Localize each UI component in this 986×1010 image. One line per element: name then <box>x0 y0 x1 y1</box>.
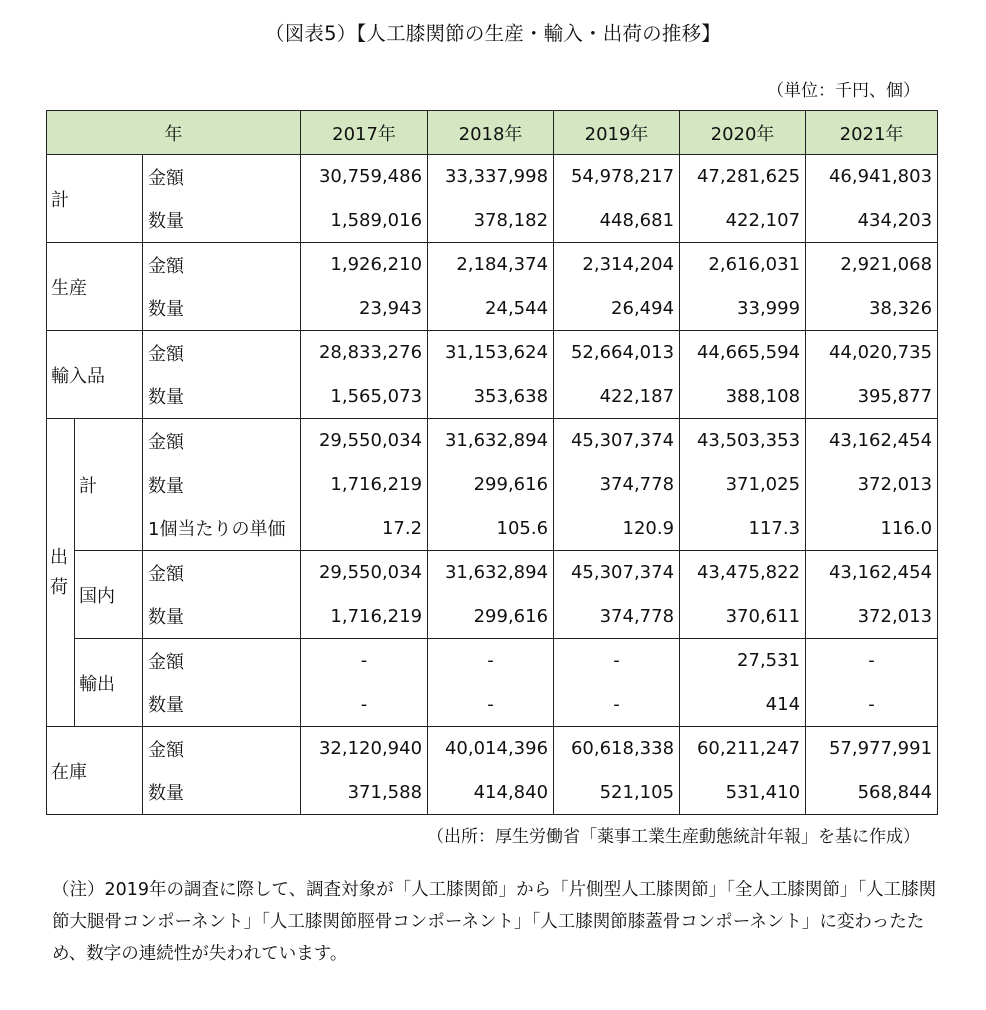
row-metric-label: 金額 <box>143 727 301 771</box>
row-category-inventory: 在庫 <box>47 727 143 815</box>
table-row <box>47 507 938 551</box>
table-row <box>47 595 938 639</box>
cell-value: 26,494 <box>554 287 680 331</box>
cell-value: 43,162,454 <box>806 551 938 595</box>
row-metric-label: 金額 <box>143 243 301 287</box>
table-row <box>47 551 938 595</box>
row-metric-label: 金額 <box>143 331 301 375</box>
cell-value: 299,616 <box>428 595 554 639</box>
shipment-label: 出荷 <box>50 546 68 598</box>
cell-value: 299,616 <box>428 463 554 507</box>
cell-value: 371,025 <box>680 463 806 507</box>
cell-value: 54,978,217 <box>554 155 680 199</box>
cell-value: - <box>428 683 554 727</box>
cell-value: 40,014,396 <box>428 727 554 771</box>
cell-value: 422,107 <box>680 199 806 243</box>
cell-value: 43,503,353 <box>680 419 806 463</box>
cell-value: 2,314,204 <box>554 243 680 287</box>
cell-value: 116.0 <box>806 507 938 551</box>
cell-value: 23,943 <box>301 287 428 331</box>
cell-value: - <box>554 639 680 683</box>
row-metric-label: 数量 <box>143 683 301 727</box>
source-note: （出所：厚生労働省「薬事工業生産動態統計年報」を基に作成） <box>427 827 920 847</box>
table-row <box>47 331 938 375</box>
row-metric-label: 金額 <box>143 419 301 463</box>
table-row <box>47 639 938 683</box>
cell-value: - <box>428 639 554 683</box>
table-row <box>47 243 938 287</box>
page-title: （図表5）【人工膝関節の生産・輸入・出荷の推移】 <box>265 22 721 45</box>
cell-value: 29,550,034 <box>301 551 428 595</box>
row-metric-label: 数量 <box>143 199 301 243</box>
cell-value: 1,926,210 <box>301 243 428 287</box>
cell-value: 531,410 <box>680 771 806 815</box>
cell-value: 57,977,991 <box>806 727 938 771</box>
cell-value: 43,162,454 <box>806 419 938 463</box>
cell-value: 33,337,998 <box>428 155 554 199</box>
row-metric-label: 数量 <box>143 595 301 639</box>
cell-value: 117.3 <box>680 507 806 551</box>
cell-value: 388,108 <box>680 375 806 419</box>
cell-value: 414,840 <box>428 771 554 815</box>
table-row <box>47 463 938 507</box>
row-metric-label: 金額 <box>143 155 301 199</box>
cell-value: 370,611 <box>680 595 806 639</box>
cell-value: 17.2 <box>301 507 428 551</box>
header-row <box>47 111 938 155</box>
footnote: （注）2019年の調査に際して、調査対象が「人工膝関節」から「片側型人工膝関節」「全人工膝関節」「人工膝関節大腿骨コンポーネント」「人工膝関節脛骨コンポーネント」「人工膝関節膝蓋骨コンポーネント」に変わったため、数字の連続性が失われています。 <box>52 880 937 964</box>
cell-value: 448,681 <box>554 199 680 243</box>
row-subcategory-export: 輸出 <box>75 639 143 727</box>
row-subcategory-total: 計 <box>75 419 143 551</box>
row-metric-label: 数量 <box>143 287 301 331</box>
cell-value: 44,020,735 <box>806 331 938 375</box>
cell-value: 1,716,219 <box>301 463 428 507</box>
table-row <box>47 155 938 199</box>
cell-value: - <box>554 683 680 727</box>
cell-value: 1,589,016 <box>301 199 428 243</box>
row-category-shipment <box>47 419 75 727</box>
cell-value: 2,616,031 <box>680 243 806 287</box>
cell-value: 43,475,822 <box>680 551 806 595</box>
cell-value: 422,187 <box>554 375 680 419</box>
cell-value: 374,778 <box>554 463 680 507</box>
table-row <box>47 287 938 331</box>
cell-value: 353,638 <box>428 375 554 419</box>
cell-value: 1,716,219 <box>301 595 428 639</box>
cell-value: 45,307,374 <box>554 419 680 463</box>
cell-value: 120.9 <box>554 507 680 551</box>
cell-value: - <box>806 683 938 727</box>
table-row <box>47 727 938 771</box>
header-year: 2019年 <box>554 111 680 155</box>
cell-value: 28,833,276 <box>301 331 428 375</box>
cell-value: 371,588 <box>301 771 428 815</box>
cell-value: 378,182 <box>428 199 554 243</box>
cell-value: 52,664,013 <box>554 331 680 375</box>
cell-value: 521,105 <box>554 771 680 815</box>
cell-value: 44,665,594 <box>680 331 806 375</box>
cell-value: 60,618,338 <box>554 727 680 771</box>
cell-value: 2,921,068 <box>806 243 938 287</box>
cell-value: 374,778 <box>554 595 680 639</box>
row-metric-label: 金額 <box>143 639 301 683</box>
cell-value: 31,153,624 <box>428 331 554 375</box>
cell-value: 31,632,894 <box>428 551 554 595</box>
cell-value: 60,211,247 <box>680 727 806 771</box>
cell-value: - <box>301 639 428 683</box>
table-row <box>47 419 938 463</box>
row-category-imports: 輸入品 <box>47 331 143 419</box>
table-row <box>47 683 938 727</box>
row-metric-label: 金額 <box>143 551 301 595</box>
row-metric-label: 数量 <box>143 375 301 419</box>
cell-value: 2,184,374 <box>428 243 554 287</box>
cell-value: 33,999 <box>680 287 806 331</box>
data-table <box>46 110 938 815</box>
row-category-production: 生産 <box>47 243 143 331</box>
cell-value: 31,632,894 <box>428 419 554 463</box>
row-metric-label: 1個当たりの単価 <box>143 507 301 551</box>
header-year: 2021年 <box>806 111 938 155</box>
row-subcategory-domestic: 国内 <box>75 551 143 639</box>
cell-value: 38,326 <box>806 287 938 331</box>
cell-value: 27,531 <box>680 639 806 683</box>
cell-value: 46,941,803 <box>806 155 938 199</box>
cell-value: 45,307,374 <box>554 551 680 595</box>
cell-value: 372,013 <box>806 463 938 507</box>
cell-value: 105.6 <box>428 507 554 551</box>
cell-value: 568,844 <box>806 771 938 815</box>
header-year: 2020年 <box>680 111 806 155</box>
cell-value: 24,544 <box>428 287 554 331</box>
unit-label: （単位：千円、個） <box>767 81 920 101</box>
row-category-total: 計 <box>47 155 143 243</box>
table-body <box>47 155 938 815</box>
row-metric-label: 数量 <box>143 463 301 507</box>
cell-value: 1,565,073 <box>301 375 428 419</box>
cell-value: 32,120,940 <box>301 727 428 771</box>
cell-value: 47,281,625 <box>680 155 806 199</box>
cell-value: - <box>806 639 938 683</box>
header-year-label: 年 <box>47 111 301 155</box>
cell-value: 434,203 <box>806 199 938 243</box>
row-metric-label: 数量 <box>143 771 301 815</box>
header-year: 2017年 <box>301 111 428 155</box>
cell-value: 29,550,034 <box>301 419 428 463</box>
table-row <box>47 199 938 243</box>
cell-value: 30,759,486 <box>301 155 428 199</box>
table-row <box>47 771 938 815</box>
cell-value: 395,877 <box>806 375 938 419</box>
cell-value: 414 <box>680 683 806 727</box>
cell-value: 372,013 <box>806 595 938 639</box>
table-row <box>47 375 938 419</box>
cell-value: - <box>301 683 428 727</box>
header-year: 2018年 <box>428 111 554 155</box>
